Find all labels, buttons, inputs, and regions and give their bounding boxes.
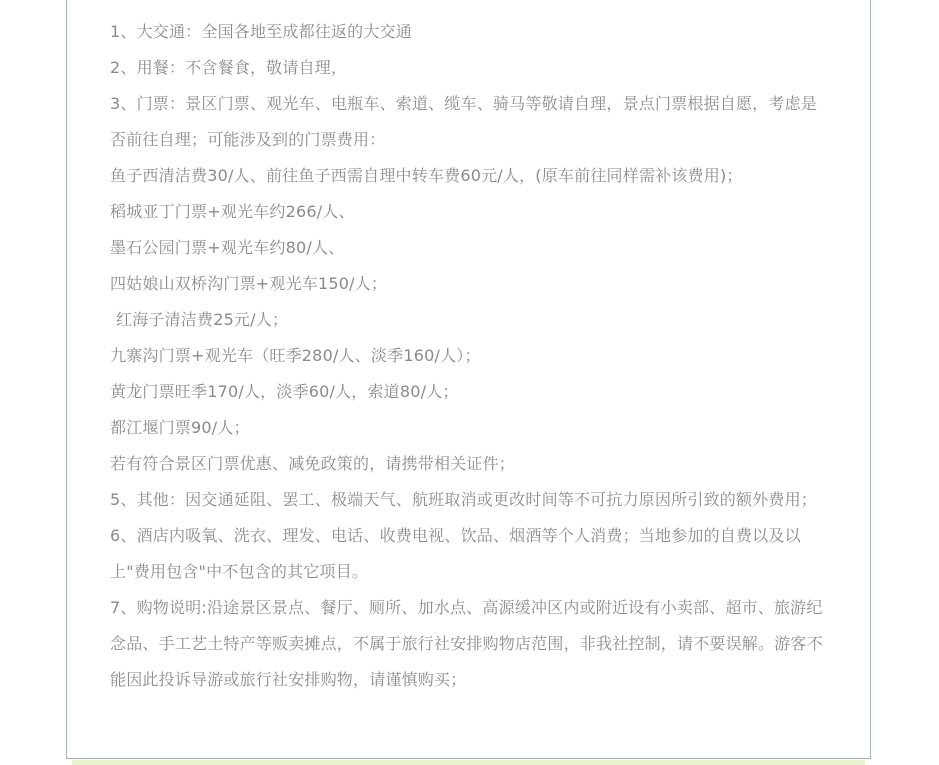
item-other: 5、其他：因交通延阻、罢工、极端天气、航班取消或更改时间等不可抗力原因所引致的额外费用；: [110, 490, 817, 509]
ticket-honghaizi: 红海子清洁费25元/人；: [116, 310, 289, 329]
fee-exclusions-list: [110, 14, 832, 698]
ticket-daocheng-yading: 稻城亚丁门票+观光车约266/人、: [110, 202, 355, 221]
item-meals: 2、用餐：不含餐食，敬请自理，: [110, 58, 348, 77]
ticket-discount-note: 若有符合景区门票优惠、减免政策的，请携带相关证件；: [110, 454, 516, 473]
ticket-huanglong: 黄龙门票旺季170/人，淡季60/人，索道80/人；: [110, 382, 459, 401]
ticket-siguniang: 四姑娘山双桥沟门票+观光车150/人；: [110, 274, 388, 293]
item-transport: 1、大交通：全国各地至成都往返的大交通: [110, 22, 412, 41]
item-tickets: 3、门票：景区门票、观光车、电瓶车、索道、缆车、骑马等敬请自理，景点门票根据自愿，考虑是否前往自理；可能涉及到的门票费用：: [110, 94, 817, 149]
bottom-strip: [72, 760, 865, 765]
ticket-moshi-park: 墨石公园门票+观光车约80/人、: [110, 238, 345, 257]
item-shopping-notice: 7、购物说明:沿途景区景点、餐厅、厕所、加水点、高源缓冲区内或附近设有小卖部、超市、旅游纪念品、手工艺土特产等贩卖摊点，不属于旅行社安排购物店范围，非我社控制，请不要误解。游客不能因此投诉导游或旅行社安排购物，请谨慎购买；: [110, 598, 823, 689]
ticket-yuzixi: 鱼子西清洁费30/人、前往鱼子西需自理中转车费60元/人，(原车前往同样需补该费用)；: [110, 166, 743, 185]
item-personal-expenses: 6、酒店内吸氧、洗衣、理发、电话、收费电视、饮品、烟酒等个人消费；当地参加的自费以及以上"费用包含"中不包含的其它项目。: [110, 526, 801, 581]
ticket-jiuzhaigou: 九寨沟门票+观光车（旺季280/人、淡季160/人）；: [110, 346, 481, 365]
ticket-dujiangyan: 都江堰门票90/人；: [110, 418, 250, 437]
